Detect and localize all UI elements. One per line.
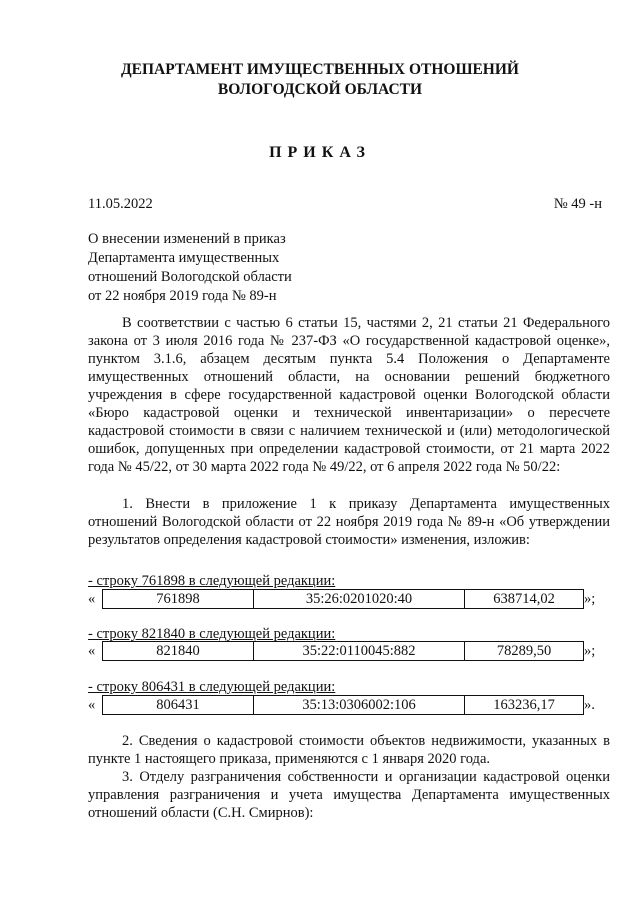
cadastral-table bbox=[102, 695, 584, 715]
document-title: ПРИКАЗ bbox=[269, 144, 371, 161]
order-date: 11.05.2022 bbox=[88, 196, 153, 212]
subject-line: отношений Вологодской области bbox=[88, 269, 292, 285]
department-name-line2: ВОЛОГОДСКОЙ ОБЛАСТИ bbox=[217, 81, 423, 98]
cadastral-number-cell: 35:22:0110045:882 bbox=[254, 642, 465, 661]
cadastral-value-cell: 638714,02 bbox=[465, 590, 584, 609]
table-row bbox=[88, 641, 614, 663]
open-quote: « bbox=[88, 643, 96, 659]
table-row bbox=[88, 589, 614, 611]
cadastral-number-cell: 35:13:0306002:106 bbox=[254, 696, 465, 715]
order-number: № 49 -н bbox=[553, 196, 602, 212]
cadastral-table bbox=[102, 641, 584, 661]
item-1-paragraph: 1. Внести в приложение 1 к приказу Департамента имущественных отношений Вологодской области от 22 ноября 2019 года № 89-н «Об утверждении результатов определения кадастровой стоимости» изменения, изложив: bbox=[88, 496, 610, 548]
cadastral-value-cell: 163236,17 bbox=[465, 696, 584, 715]
row-id-cell: 821840 bbox=[103, 642, 254, 661]
item-2-paragraph: 2. Сведения о кадастровой стоимости объектов недвижимости, указанных в пункте 1 настоящего приказа, применяются с 1 января 2020 года. bbox=[88, 733, 610, 767]
row-id-cell: 806431 bbox=[103, 696, 254, 715]
row-id-cell: 761898 bbox=[103, 590, 254, 609]
table-row bbox=[88, 695, 614, 717]
open-quote: « bbox=[88, 591, 96, 607]
row-label-761898: - строку 761898 в следующей редакции: bbox=[88, 573, 336, 589]
item-3-paragraph: 3. Отделу разграничения собственности и организации кадастровой оценки управления разграничения и учета имущества Департамента имущественных отношений области (С.Н. Смирнов): bbox=[88, 769, 610, 821]
preamble-paragraph: В соответствии с частью 6 статьи 15, частями 2, 21 статьи 21 Федерального закона от 3 июля 2016 года № 237-ФЗ «О государственной кадастровой оценке», пунктом 3.1.6, абзацем десятым пункта 5.4 Положения о Департаменте имущественных отношений области, на основании решений бюджетного учреждения в сфере государственной кадастровой оценки Вологодской области «Бюро кадастровой оценки и технической инвентаризации» о пересчете кадастровой стоимости в связи с наличием технической и (или) методологической ошибок, допущенных при определении кадастровой стоимости, от 21 марта 2022 года № 45/22, от 30 марта 2022 года № 49/22, от 6 апреля 2022 года № 50/22: bbox=[88, 315, 610, 475]
open-quote: « bbox=[88, 697, 96, 713]
row-label-821840: - строку 821840 в следующей редакции: bbox=[88, 626, 336, 642]
row-label-806431: - строку 806431 в следующей редакции: bbox=[88, 679, 336, 695]
close-quote: »; bbox=[584, 591, 596, 607]
close-quote: ». bbox=[584, 697, 595, 713]
cadastral-table bbox=[102, 589, 584, 609]
order-subject bbox=[88, 230, 292, 306]
subject-line: О внесении изменений в приказ bbox=[88, 231, 286, 247]
cadastral-number-cell: 35:26:0201020:40 bbox=[254, 590, 465, 609]
department-header bbox=[0, 60, 640, 100]
close-quote: »; bbox=[584, 643, 596, 659]
department-name-line1: ДЕПАРТАМЕНТ ИМУЩЕСТВЕННЫХ ОТНОШЕНИЙ bbox=[121, 61, 519, 78]
subject-line: от 22 ноября 2019 года № 89-н bbox=[88, 288, 277, 304]
cadastral-value-cell: 78289,50 bbox=[465, 642, 584, 661]
subject-line: Департамента имущественных bbox=[88, 250, 280, 266]
